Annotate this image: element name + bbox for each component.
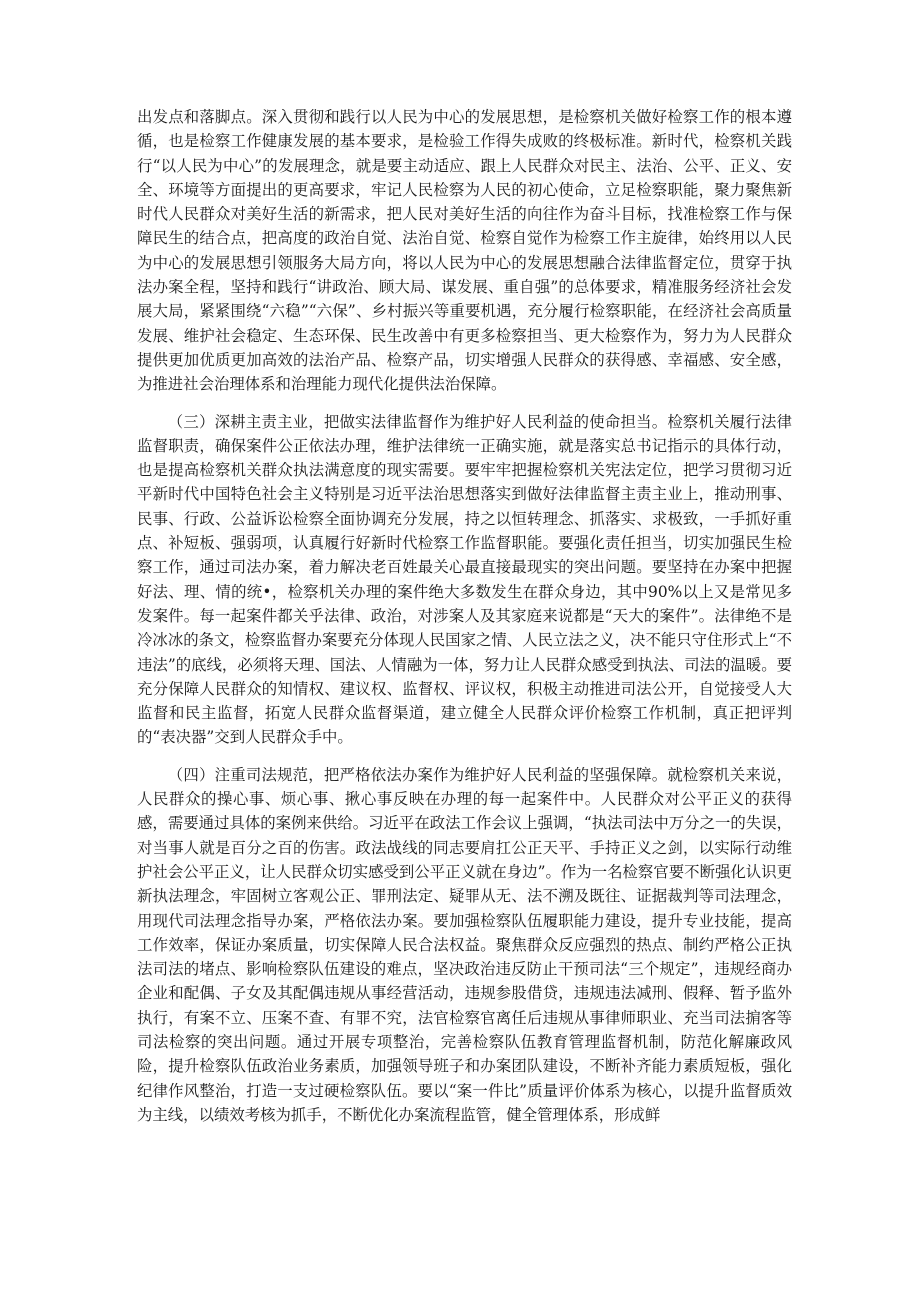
document-page <box>137 105 792 1127</box>
paragraph-section-four-judicial-standards: （四）注重司法规范，把严格依法办案作为维护好人民利益的坚强保障。就检察机关来说，人民群众的操心事、烦心事、揪心事反映在办理的每一起案件中。人民群众对公平正义的获得感，需要通过具体的案例来供给。习近平在政法工作会议上强调，“执法司法中万分之一的失误，对当事人就是百分之百的伤害。政法战线的同志要肩扛公正天平、手持正义之剑，以实际行动维护社会公平正义，让人民群众切实感受到公平正义就在身边”。作为一名检察官要不断强化认识更新执法理念，牢固树立客观公正、罪刑法定、疑罪从无、法不溯及既往、证据裁判等司法理念，用现代司法理念指导办案，严格依法办案。要加强检察队伍履职能力建设，提升专业技能，提高工作效率，保证办案质量，切实保障人民合法权益。聚焦群众反应强烈的热点、制约严格公正执法司法的堵点、影响检察队伍建设的难点，坚决政治违反防止干预司法“三个规定”，违规经商办企业和配偶、子女及其配偶违规从事经营活动，违规参股借贷，违规违法减刑、假释、暂予监外执行，有案不立、压案不查、有罪不究，法官检察官离任后违规从事律师职业、充当司法掮客等司法检察的突出问题。通过开展专项整治，完善检察队伍教育管理监督机制，防范化解廉政风险，提升检察队伍政治业务素质，加强领导班子和办案团队建设，不断补齐能力素质短板，强化纪律作风整治，打造一支过硬检察队伍。要以“案一件比”质量评价体系为核心，以提升监督质效为主线，以绩效考核为抓手，不断优化办案流程监管，健全管理体系，形成鲜 <box>137 765 792 1124</box>
paragraph-section-three-legal-supervision: （三）深耕主责主业，把做实法律监督作为维护好人民利益的使命担当。检察机关履行法律监督职责，确保案件公正依法办理，维护法律统一正确实施，就是落实总书记指示的具体行动，也是提高检察机关群众执法满意度的现实需要。要牢牢把握检察机关宪法定位，把学习贯彻习近平新时代中国特色社会主义特别是习近平法治思想落实到做好法律监督主责主业上，推动刑事、民事、行政、公益诉讼检察全面协调充分发展，持之以恒转理念、抓落实、求极致，一手抓好重点、补短板、强弱项，认真履行好新时代检察工作监督职能。要强化责任担当，切实加强民生检察工作，通过司法办案，着力解决老百姓最关心最直接最现实的突出问题。要坚持在办案中把握好法、理、情的统•，检察机关办理的案件绝大多数发生在群众身边，其中90%以上又是常见多发案件。每一起案件都关乎法律、政治，对涉案人及其家庭来说都是“天大的案件”。法律绝不是冷冰冰的条文，检察监督办案要充分体现人民国家之情、人民立法之义，决不能只守住形式上“不违法”的底线，必须将天理、国法、人情融为一体，努力让人民群众感受到执法、司法的温暖。要充分保障人民群众的知情权、建议权、监督权、评议权，积极主动推进司法公开，自觉接受人大监督和民主监督，拓宽人民群众监督渠道，建立健全人民群众评价检察工作机制，真正把评判的“表决器”交到人民群众手中。 <box>137 412 792 747</box>
paragraph-development-philosophy: 出发点和落脚点。深入贯彻和践行以人民为中心的发展思想，是检察机关做好检察工作的根本遵循，也是检察工作健康发展的基本要求，是检验工作得失成败的终极标准。新时代，检察机关践行“以人民为中心”的发展理念，就是要主动适应、跟上人民群众对民主、法治、公平、正义、安全、环境等方面提出的更高要求，牢记人民检察为人民的初心使命，立足检察职能，聚力聚焦新时代人民群众对美好生活的新需求，把人民对美好生活的向往作为奋斗目标，找准检察工作与保障民生的结合点，把高度的政治自觉、法治自觉、检察自觉作为检察工作主旋律，始终用以人民为中心的发展思想引领服务大局方向，将以人民为中心的发展思想融合法律监督定位，贯穿于执法办案全程，坚持和践行“讲政治、顾大局、谋发展、重自强”的总体要求，精准服务经济社会发展大局，紧紧围绕“六稳”“六保”、乡村振兴等重要机遇，充分履行检察职能，在经济社会高质量发展、维护社会稳定、生态环保、民生改善中有更多检察担当、更大检察作为，努力为人民群众提供更加优质更加高效的法治产品、检察产品，切实增强人民群众的获得感、幸福感、安全感，为推进社会治理体系和治理能力现代化提供法治保障。 <box>137 108 792 394</box>
